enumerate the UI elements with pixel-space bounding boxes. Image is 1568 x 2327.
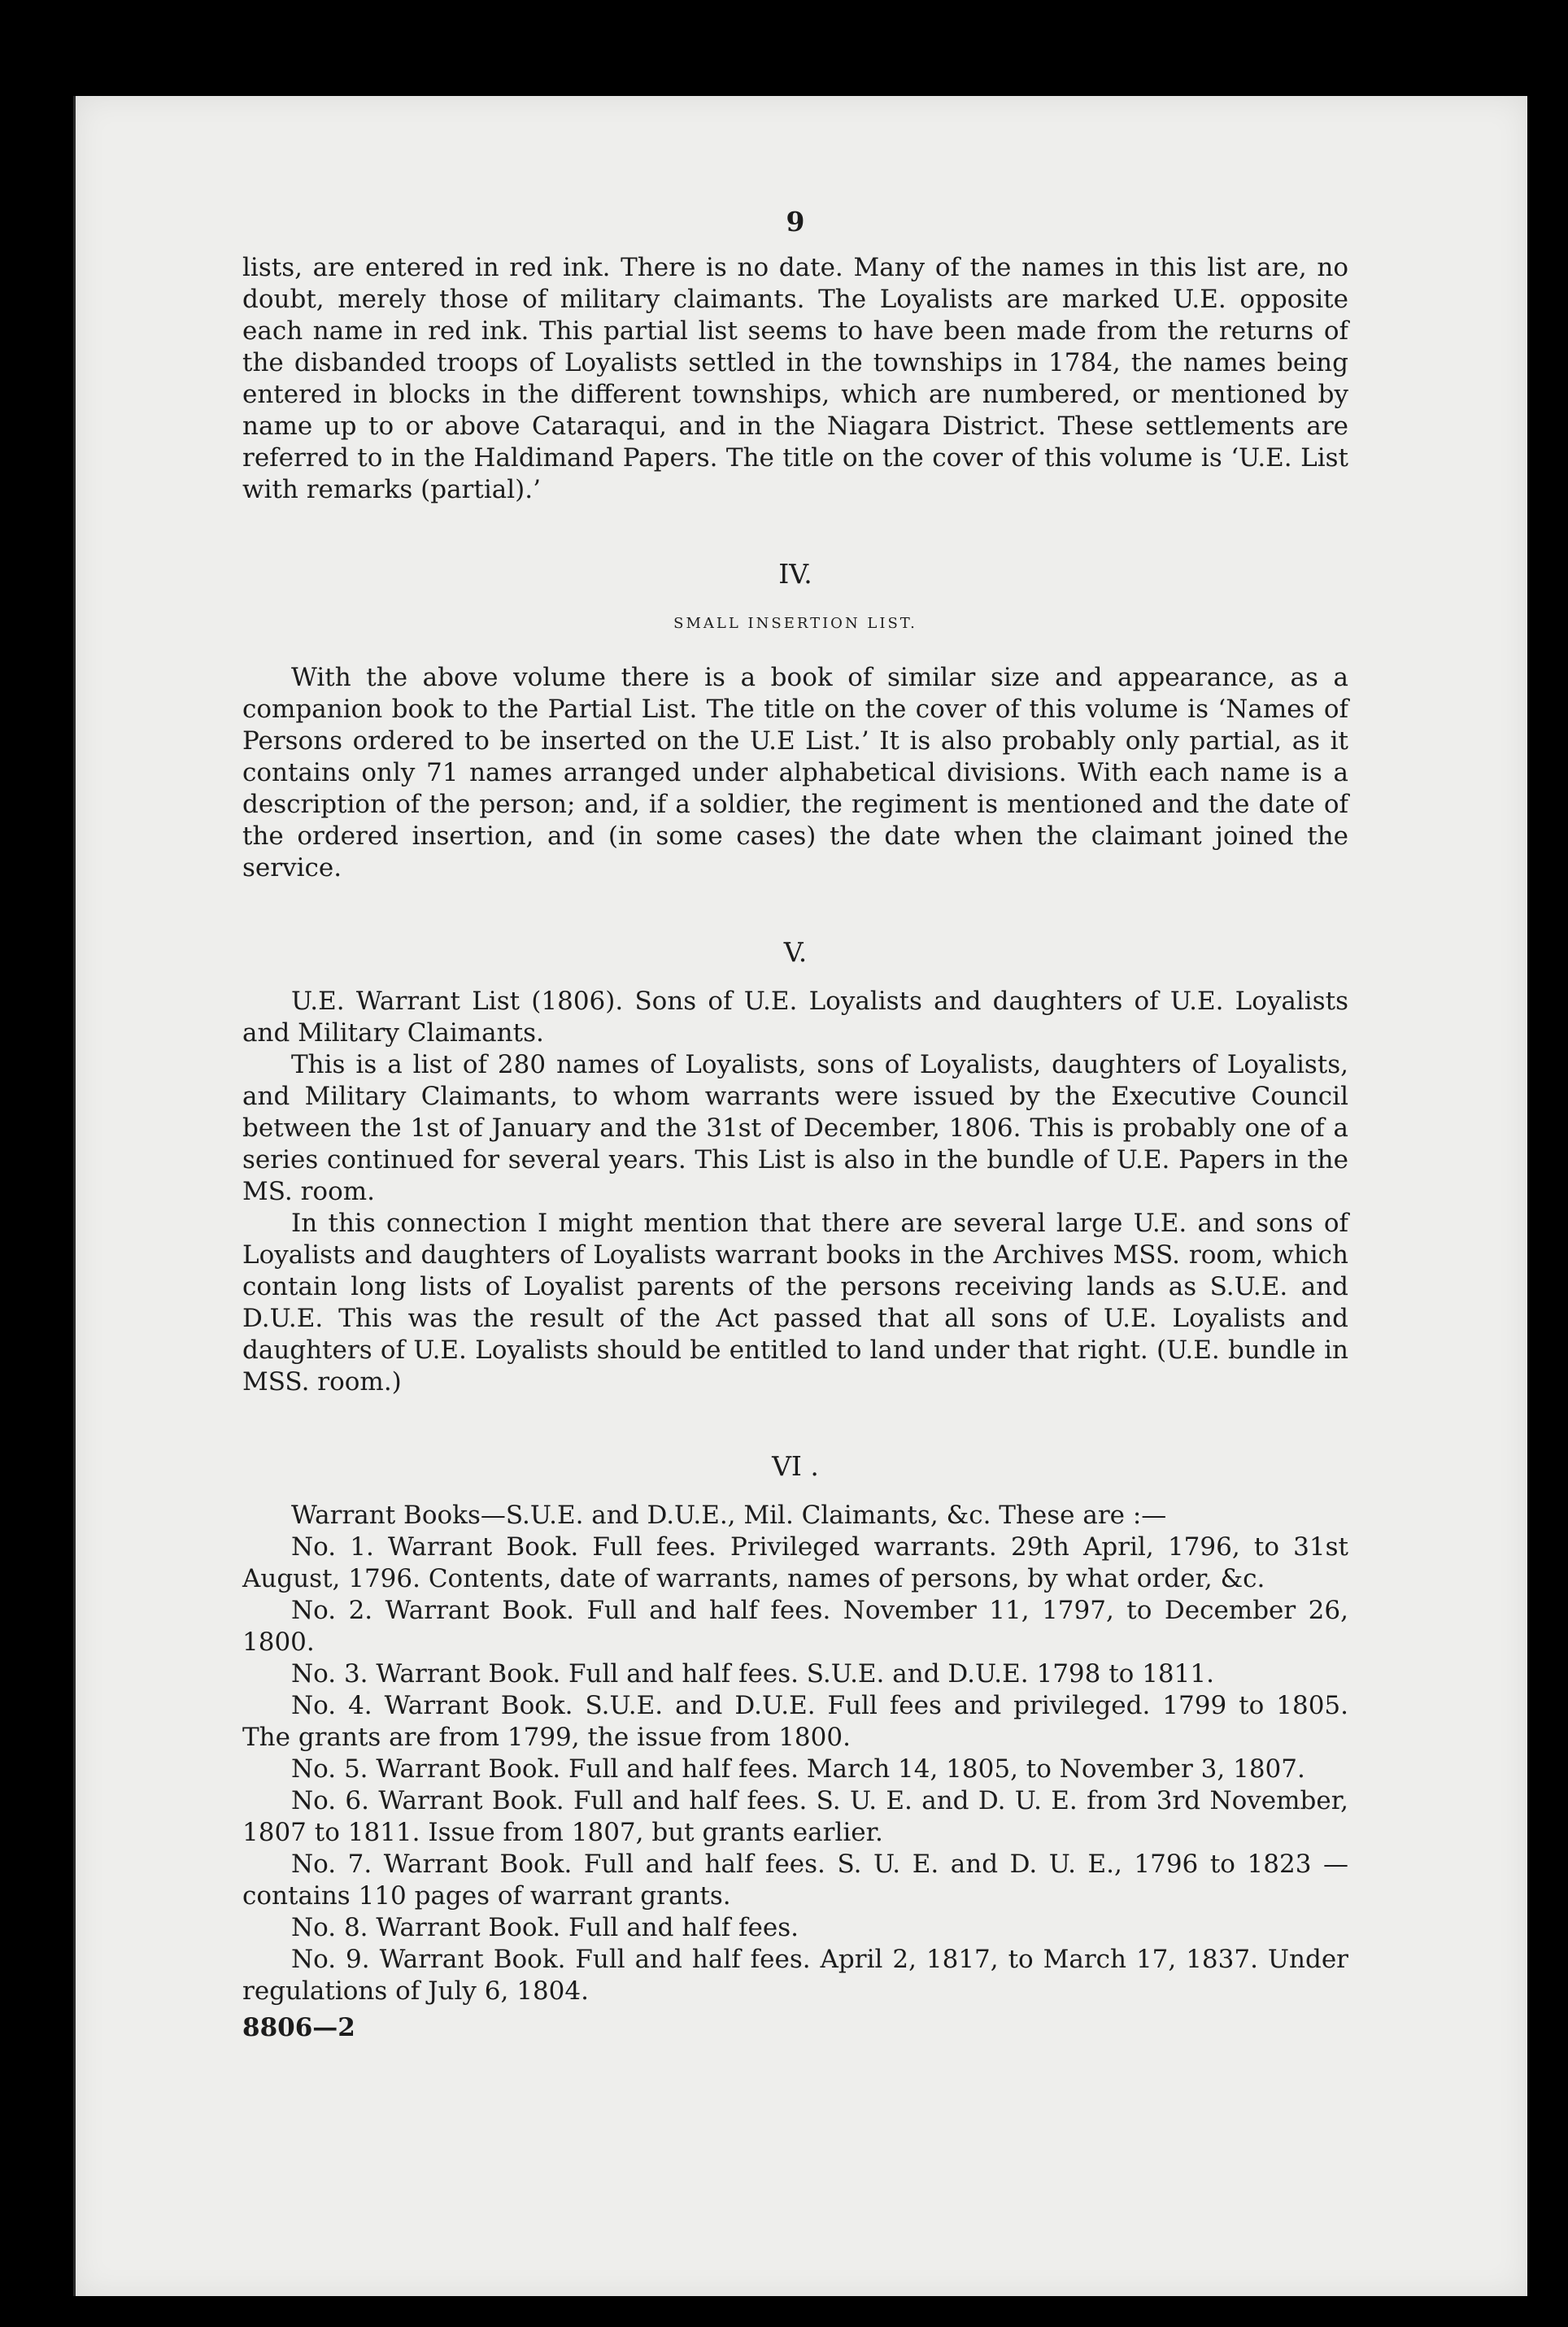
warrant-book-item-4: No. 4. Warrant Book. S.U.E. and D.U.E. Full fees and privileged. 1799 to 1805. The grants are from 1799, the issue from 1800.: [242, 1691, 1348, 1752]
warrant-book-item-2: No. 2. Warrant Book. Full and half fees. November 11, 1797, to December 26, 1800.: [242, 1596, 1348, 1657]
section-iv-heading: IV.: [778, 558, 812, 590]
warrant-book-item-1: No. 1. Warrant Book. Full fees. Privileged warrants. 29th April, 1796, to 31st August, 1796. Contents, date of warrants, names of persons, by what order, &c.: [242, 1532, 1348, 1593]
warrant-book-item-6: No. 6. Warrant Book. Full and half fees. S. U. E. and D. U. E. from 3rd November, 1807 to 1811. Issue from 1807, but grants earlier.: [242, 1786, 1348, 1847]
section-vi-heading: VI .: [772, 1450, 819, 1482]
intro-paragraph: lists, are entered in red ink. There is no date. Many of the names in this list are, no doubt, merely those of military claimants. The Loyalists are marked U.E. opposite each name in red ink. This partial list seems to have been made from the returns of the disbanded troops of Loyalists settled in the townships in 1784, the names being entered in blocks in the different townships, which are numbered, or mentioned by name up to or above Cataraqui, and in the Niagara District. These settlements are referred to in the Haldimand Papers. The title on the cover of this volume is ‘U.E. List with remarks (partial).’: [242, 253, 1348, 504]
section-iv-subheading: SMALL INSERTION LIST.: [673, 615, 917, 632]
printer-signature: 8806—2: [242, 2013, 355, 2042]
section-iv-paragraph: With the above volume there is a book of similar size and appearance, as a companion book to the Partial List. The title on the cover of this volume is ‘Names of Persons ordered to be inserted on the U.E List.’ It is also probably only partial, as it contains only 71 names arranged under alphabetical divisions. With each name is a description of the person; and, if a soldier, the regiment is mentioned and the date of the ordered insertion, and (in some cases) the date when the claimant joined the service.: [242, 663, 1348, 882]
section-v-heading: V.: [783, 936, 808, 968]
section-v-paragraph-2: This is a list of 280 names of Loyalists, sons of Loyalists, daughters of Loyalists, and Military Claimants, to whom warrants were issued by the Executive Council between the 1st of January and the 31st of December, 1806. This is probably one of a series continued for several years. This List is also in the bundle of U.E. Papers in the MS. room.: [242, 1050, 1348, 1206]
section-v-paragraph-3: In this connection I might mention that there are several large U.E. and sons of Loyalists and daughters of Loyalists warrant books in the Archives MSS. room, which contain long lists of Loyalist parents of the persons receiving lands as S.U.E. and D.U.E. This was the result of the Act passed that all sons of U.E. Loyalists and daughters of U.E. Loyalists should be entitled to land under that right. (U.E. bundle in MSS. room.): [242, 1209, 1348, 1397]
page-content: [242, 206, 1348, 2044]
page-number: 9: [786, 206, 805, 237]
warrant-book-item-8: No. 8. Warrant Book. Full and half fees.: [291, 1913, 799, 1942]
warrant-book-item-9: No. 9. Warrant Book. Full and half fees. April 2, 1817, to March 17, 1837. Under regulations of July 6, 1804.: [242, 1945, 1348, 2006]
section-v-paragraph-1: U.E. Warrant List (1806). Sons of U.E. Loyalists and daughters of U.E. Loyalists and Military Claimants.: [242, 987, 1348, 1048]
warrant-book-item-5: No. 5. Warrant Book. Full and half fees. March 14, 1805, to November 3, 1807.: [291, 1754, 1305, 1784]
warrant-book-item-7: No. 7. Warrant Book. Full and half fees. S. U. E. and D. U. E., 1796 to 1823 —contains 110 pages of warrant grants.: [242, 1850, 1348, 1911]
document-page: [73, 96, 1527, 2296]
section-vi-intro: Warrant Books—S.U.E. and D.U.E., Mil. Claimants, &c. These are :—: [291, 1501, 1167, 1530]
warrant-book-item-3: No. 3. Warrant Book. Full and half fees. S.U.E. and D.U.E. 1798 to 1811.: [291, 1659, 1214, 1689]
